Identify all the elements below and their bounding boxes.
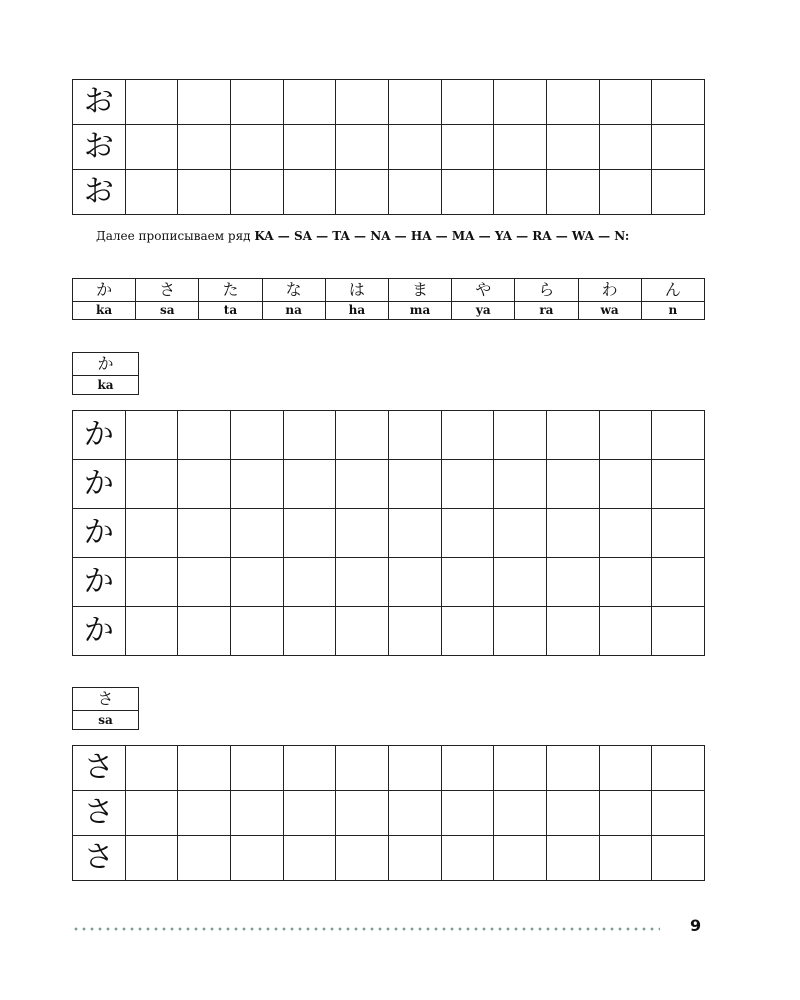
practice-cell: [178, 411, 231, 460]
page-number: 9: [690, 916, 702, 935]
practice-cell: [494, 791, 547, 836]
practice-cell: [494, 125, 547, 170]
practice-cell: [652, 460, 705, 509]
row-kana-cell: ん: [641, 279, 704, 302]
practice-row: [73, 460, 705, 509]
row-romaji-cell: sa: [136, 302, 199, 320]
row-romaji-cell: ra: [515, 302, 578, 320]
practice-cell: [125, 411, 178, 460]
row-romaji-cell: ha: [325, 302, 388, 320]
practice-cell: [546, 836, 599, 881]
practice-cell: [230, 170, 283, 215]
practice-cell: [283, 509, 336, 558]
row-kana-cell: た: [199, 279, 262, 302]
practice-cell: [230, 125, 283, 170]
practice-row: [73, 411, 705, 460]
row-kana-cell: ら: [515, 279, 578, 302]
practice-cell: [336, 460, 389, 509]
practice-cell: [652, 170, 705, 215]
practice-cell: [599, 607, 652, 656]
row-table-kana: [73, 279, 705, 302]
practice-cell: [441, 791, 494, 836]
instruction-suffix: :: [624, 229, 630, 243]
practice-cell: [178, 125, 231, 170]
practice-cell: [441, 411, 494, 460]
practice-cell: [283, 558, 336, 607]
practice-cell: [336, 836, 389, 881]
practice-kana: お: [73, 170, 126, 215]
practice-cell: [388, 460, 441, 509]
practice-cell: [494, 558, 547, 607]
practice-cell: [230, 791, 283, 836]
practice-cell: [441, 836, 494, 881]
card-romaji: ka: [73, 376, 139, 395]
practice-cell: [494, 170, 547, 215]
practice-cell: [599, 746, 652, 791]
practice-cell: [652, 509, 705, 558]
practice-cell: [599, 80, 652, 125]
practice-kana: さ: [73, 791, 126, 836]
row-kana-cell: ま: [388, 279, 451, 302]
row-kana-cell: や: [452, 279, 515, 302]
practice-cell: [125, 558, 178, 607]
row-romaji-cell: ma: [388, 302, 451, 320]
practice-cell: [388, 836, 441, 881]
row-romaji-cell: n: [641, 302, 704, 320]
practice-cell: [283, 607, 336, 656]
kana-card-ka: [72, 352, 139, 395]
card-kana: か: [73, 353, 139, 376]
practice-cell: [125, 836, 178, 881]
practice-cell: [494, 80, 547, 125]
practice-cell: [494, 746, 547, 791]
practice-kana: か: [73, 607, 126, 656]
practice-grid-sa: [72, 745, 705, 881]
practice-cell: [283, 80, 336, 125]
practice-row: [73, 607, 705, 656]
practice-grid-ka: [72, 410, 705, 656]
practice-cell: [388, 791, 441, 836]
practice-cell: [599, 125, 652, 170]
practice-row: [73, 746, 705, 791]
practice-cell: [599, 460, 652, 509]
row-table-romaji: [73, 302, 705, 320]
practice-cell: [388, 125, 441, 170]
practice-row: [73, 836, 705, 881]
practice-cell: [546, 746, 599, 791]
practice-kana: か: [73, 411, 126, 460]
practice-cell: [178, 746, 231, 791]
practice-row: [73, 125, 705, 170]
practice-cell: [125, 607, 178, 656]
practice-cell: [441, 746, 494, 791]
practice-cell: [178, 836, 231, 881]
row-kana-cell: は: [325, 279, 388, 302]
practice-cell: [546, 80, 599, 125]
row-romaji-cell: ka: [73, 302, 136, 320]
practice-row: [73, 558, 705, 607]
practice-cell: [336, 746, 389, 791]
practice-cell: [652, 80, 705, 125]
practice-cell: [283, 125, 336, 170]
practice-cell: [599, 411, 652, 460]
practice-cell: [230, 607, 283, 656]
practice-cell: [336, 125, 389, 170]
practice-cell: [125, 125, 178, 170]
practice-cell: [599, 791, 652, 836]
row-romaji-cell: na: [262, 302, 325, 320]
practice-kana: か: [73, 509, 126, 558]
practice-cell: [125, 509, 178, 558]
practice-cell: [388, 607, 441, 656]
practice-cell: [336, 607, 389, 656]
practice-cell: [283, 746, 336, 791]
practice-cell: [441, 125, 494, 170]
practice-cell: [388, 746, 441, 791]
practice-cell: [599, 558, 652, 607]
practice-cell: [125, 746, 178, 791]
practice-cell: [441, 460, 494, 509]
practice-cell: [494, 607, 547, 656]
practice-cell: [230, 509, 283, 558]
hiragana-row-table: [72, 278, 705, 320]
practice-cell: [599, 509, 652, 558]
practice-cell: [652, 558, 705, 607]
row-kana-cell: さ: [136, 279, 199, 302]
practice-cell: [441, 509, 494, 558]
practice-cell: [546, 125, 599, 170]
footer-dotted-line: [72, 926, 660, 932]
practice-kana: か: [73, 558, 126, 607]
practice-cell: [283, 170, 336, 215]
practice-cell: [336, 170, 389, 215]
practice-cell: [494, 460, 547, 509]
practice-cell: [652, 836, 705, 881]
practice-cell: [178, 80, 231, 125]
practice-cell: [652, 746, 705, 791]
practice-cell: [230, 836, 283, 881]
practice-cell: [546, 791, 599, 836]
practice-cell: [230, 80, 283, 125]
practice-cell: [652, 791, 705, 836]
practice-cell: [230, 746, 283, 791]
practice-cell: [178, 791, 231, 836]
practice-cell: [546, 558, 599, 607]
practice-cell: [336, 509, 389, 558]
practice-cell: [388, 509, 441, 558]
practice-cell: [178, 460, 231, 509]
practice-cell: [652, 411, 705, 460]
practice-cell: [441, 170, 494, 215]
practice-cell: [178, 607, 231, 656]
practice-cell: [336, 411, 389, 460]
practice-cell: [441, 607, 494, 656]
practice-cell: [494, 509, 547, 558]
practice-grid-o: [72, 79, 705, 215]
practice-cell: [388, 170, 441, 215]
practice-cell: [125, 460, 178, 509]
practice-cell: [546, 170, 599, 215]
row-romaji-cell: ta: [199, 302, 262, 320]
practice-kana: か: [73, 460, 126, 509]
practice-cell: [388, 411, 441, 460]
practice-cell: [494, 836, 547, 881]
practice-cell: [599, 170, 652, 215]
instruction-sequence: KA — SA — TA — NA — HA — MA — YA — RA — WA — N: [254, 229, 625, 243]
practice-kana: お: [73, 80, 126, 125]
practice-cell: [388, 558, 441, 607]
row-romaji-cell: ya: [452, 302, 515, 320]
practice-row: [73, 170, 705, 215]
practice-row: [73, 509, 705, 558]
card-romaji: sa: [73, 711, 139, 730]
practice-kana: お: [73, 125, 126, 170]
practice-cell: [546, 460, 599, 509]
row-kana-cell: わ: [578, 279, 641, 302]
practice-cell: [178, 170, 231, 215]
practice-cell: [494, 411, 547, 460]
practice-cell: [599, 836, 652, 881]
practice-cell: [230, 460, 283, 509]
practice-kana: さ: [73, 746, 126, 791]
practice-row: [73, 791, 705, 836]
practice-cell: [230, 558, 283, 607]
practice-row: [73, 80, 705, 125]
practice-cell: [336, 791, 389, 836]
practice-cell: [652, 125, 705, 170]
row-romaji-cell: wa: [578, 302, 641, 320]
practice-cell: [125, 80, 178, 125]
practice-cell: [441, 80, 494, 125]
kana-card-sa: [72, 687, 139, 730]
practice-cell: [125, 791, 178, 836]
practice-cell: [546, 607, 599, 656]
practice-cell: [178, 558, 231, 607]
practice-cell: [230, 411, 283, 460]
practice-cell: [283, 791, 336, 836]
card-kana: さ: [73, 688, 139, 711]
instruction-prefix: Далее прописываем ряд: [96, 229, 255, 243]
row-kana-cell: な: [262, 279, 325, 302]
practice-kana: さ: [73, 836, 126, 881]
practice-cell: [283, 836, 336, 881]
practice-cell: [336, 80, 389, 125]
practice-cell: [283, 460, 336, 509]
practice-cell: [546, 509, 599, 558]
practice-cell: [652, 607, 705, 656]
practice-cell: [178, 509, 231, 558]
practice-cell: [336, 558, 389, 607]
row-kana-cell: か: [73, 279, 136, 302]
instruction-text: [72, 229, 712, 243]
practice-cell: [388, 80, 441, 125]
practice-cell: [441, 558, 494, 607]
practice-cell: [546, 411, 599, 460]
practice-cell: [125, 170, 178, 215]
practice-cell: [283, 411, 336, 460]
